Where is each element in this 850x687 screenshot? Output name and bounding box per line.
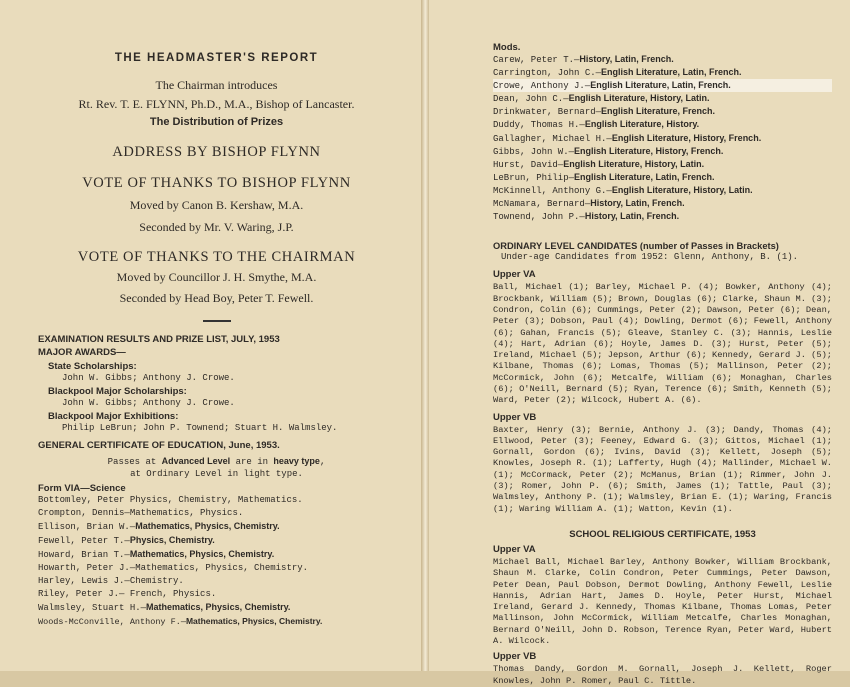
left-page xyxy=(0,0,421,671)
major-awards-heading: MAJOR AWARDS— xyxy=(38,347,126,358)
list-item: McKinnell, Anthony G.—English Literature, History, Latin. xyxy=(493,184,753,196)
page-fold xyxy=(421,0,429,671)
passes-note xyxy=(38,455,395,468)
divider-rule xyxy=(203,320,231,322)
list-item: Fewell, Peter T.—Physics, Chemistry. xyxy=(38,535,215,547)
list-item: Bottomley, Peter Physics, Chemistry, Mathematics. xyxy=(38,495,303,506)
blackpool-exhibitions-label: Blackpool Major Exhibitions: xyxy=(48,411,179,423)
list-item: McNamara, Bernard—History, Latin, French. xyxy=(493,198,685,210)
list-item: Walmsley, Stuart H.—Mathematics, Physics, Chemistry. xyxy=(38,602,291,614)
mods-label: Mods. xyxy=(493,42,521,53)
src-upper-vb-names: Thomas Dandy, Gordon M. Gornall, Joseph J. Kellett, Roger Knowles, John P. Romer, Paul C. Tittle. xyxy=(493,664,832,686)
list-item: Gallagher, Michael H.—English Literature, History, French. xyxy=(493,132,762,144)
list-item: Duddy, Thomas H.—English Literature, History. xyxy=(493,119,700,131)
list-item: Drinkwater, Bernard—English Literature, French. xyxy=(493,106,716,118)
list-item: LeBrun, Philip—English Literature, Latin, French. xyxy=(493,171,715,183)
science-list xyxy=(38,494,395,629)
list-item: Crompton, Dennis—Mathematics, Physics. xyxy=(38,508,244,519)
distribution-heading: The Distribution of Prizes xyxy=(149,116,284,128)
vote2-seconded: Seconded by Head Boy, Peter T. Fewell. xyxy=(119,291,314,305)
list-item: Riley, Peter J.— French, Physics. xyxy=(38,589,217,600)
list-item: Howard, Brian T.—Mathematics, Physics, Chemistry. xyxy=(38,549,275,561)
blackpool-scholarships-names: John W. Gibbs; Anthony J. Crowe. xyxy=(62,398,235,409)
list-item: Woods-McConville, Anthony F.—Mathematics, Physics, Chemistry. xyxy=(38,616,323,628)
right-page xyxy=(429,0,850,686)
vote2-moved: Moved by Councillor J. H. Smythe, M.A. xyxy=(116,270,317,284)
list-item: Carrington, John C.—English Literature, Latin, French. xyxy=(493,67,742,79)
vote2-heading: VOTE OF THANKS TO THE CHAIRMAN xyxy=(77,249,356,265)
form-via-label: Form VIA—Science xyxy=(38,483,126,495)
passes-note-line2: at Ordinary Level in light type. xyxy=(130,469,303,480)
passes-end: , xyxy=(319,457,326,468)
upper-vb-label: Upper VB xyxy=(493,411,537,423)
state-scholarships-label: State Scholarships: xyxy=(48,361,137,372)
src-upper-va-label: Upper VA xyxy=(493,543,536,555)
list-item: Townend, John P.—History, Latin, French. xyxy=(493,211,680,223)
vote1-seconded: Seconded by Mr. V. Waring, J.P. xyxy=(139,220,294,234)
passes-heavy: heavy type xyxy=(273,456,320,467)
report-title: THE HEADMASTER'S REPORT xyxy=(114,52,319,64)
underage-note: Under-age Candidates from 1952: Glenn, Anthony, B. (1). xyxy=(501,252,799,263)
exam-results-title: EXAMINATION RESULTS AND PRIZE LIST, JULY, 1953 xyxy=(38,334,280,345)
upper-va-results: Ball, Michael (1); Barley, Michael P. (4); Bowker, Anthony (4); Brockbank, William (5); Brown, Douglas (6); Clarke, Shaun M. (3); Condron, Colin (6); Cummings, Peter (2); Dawson, Peter (6); Dean, Peter (3); Dobson, Paul (4); Dowling, Dermot (6); Fewell, Anthony (6); Gahan, Francis (5); Gleave, Stanley C. (3); Hannis, Leslie (4); Hart, Adrian (6); Hoyle, James D. (3); Hurst, Peter (5); Ireland, Michael (5); Jepson, Arthur (6); Kennedy, Gerard J. (5); Kilbane, Thomas (6); Lomas, Thomas (5); Mallinson, Peter (2); McCormick, John (6); Metcalfe, William (6); Monaghan, Charles (6); O'Neill, Bernard (5); Ryan, Terence (6); Smith, Kenneth (5); Ward, Peter (2); Wilcock, Hubert A. (6). xyxy=(493,282,832,406)
blackpool-scholarships-label: Blackpool Major Scholarships: xyxy=(48,386,187,398)
blackpool-exhibitions-names: Philip LeBrun; John P. Townend; Stuart H. Walmsley. xyxy=(62,423,338,434)
list-item-highlighted: Crowe, Anthony J.—English Literature, Latin, French. xyxy=(493,79,832,92)
ordinary-level-title: ORDINARY LEVEL CANDIDATES (number of Passes in Brackets) xyxy=(493,241,779,252)
state-scholarships-names: John W. Gibbs; Anthony J. Crowe. xyxy=(62,373,235,383)
src-upper-vb-label: Upper VB xyxy=(493,651,537,663)
mods-list xyxy=(493,53,832,223)
passes-advanced: Advanced Level xyxy=(161,456,231,467)
upper-vb-results: Baxter, Henry (3); Bernie, Anthony J. (3); Dandy, Thomas (4); Ellwood, Peter (3); Feeney, Edward G. (3); Gittos, Michael (1); Gornall, Gordon (6); Ivins, David (3); Kellett, Joseph (5); Knowles, Joseph R. (1); Lafferty, Hugh (4); Mallinder, Michael W. (1); McCormack, Peter (2); McManus, Brian (1); Rimmer, John J. (3); Romer, John P. (6); Smith, James (1); Tattle, Paul (3); Walmsley, Anthony P. (1); Walmsley, Brian E. (1); Waring, Francis (1); Waring William A. (1); Watton, Kevin (1). xyxy=(493,424,832,514)
src-upper-va-names: Michael Ball, Michael Barley, Anthony Bowker, William Brockbank, Shaun M. Clarke, Colin Condron, Peter Cummings, Peter Dawson, Peter Dean, Paul Dobson, Dermot Dowling, Anthony Fewell, Leslie Hannis, Adrian Hart, James D. Hoyle, Peter Hurst, Michael Ireland, Gerard J. Kennedy, Thomas Kilbane, Thomas Lomas, Peter Mallinson, John McCormick, William Metcalfe, Charles Monaghan, Bernard O'Neill, John D. Robson, Terence Ryan, Peter Ward, Hubert A. Wilcock. xyxy=(493,556,832,647)
passes-mid: are in xyxy=(230,457,274,468)
vote1-moved: Moved by Canon B. Kershaw, M.A. xyxy=(129,198,304,212)
list-item: Howarth, Peter J.—Mathematics, Physics, Chemistry. xyxy=(38,563,309,574)
vote1-heading: VOTE OF THANKS TO BISHOP FLYNN xyxy=(82,175,351,191)
religious-certificate-title: SCHOOL RELIGIOUS CERTIFICATE, 1953 xyxy=(569,528,756,540)
passes-pre: Passes at xyxy=(107,457,162,468)
list-item: Gibbs, John W.—English Literature, History, French. xyxy=(493,145,724,157)
list-item: Dean, John C.—English Literature, History, Latin. xyxy=(493,93,710,105)
bishop-name: Rt. Rev. T. E. FLYNN, Ph.D., M.A., Bishop of Lancaster. xyxy=(78,97,355,111)
gce-title: GENERAL CERTIFICATE OF EDUCATION, June, 1953. xyxy=(38,440,280,452)
list-item: Hurst, David—English Literature, History, Latin. xyxy=(493,158,705,170)
chairman-intro: The Chairman introduces xyxy=(155,78,278,92)
list-item: Harley, Lewis J.—Chemistry. xyxy=(38,576,184,587)
list-item: Ellison, Brian W.—Mathematics, Physics, Chemistry. xyxy=(38,521,280,533)
address-heading: ADDRESS BY BISHOP FLYNN xyxy=(112,144,321,160)
list-item: Carew, Peter T.—History, Latin, French. xyxy=(493,54,674,65)
upper-va-label: Upper VA xyxy=(493,269,536,281)
